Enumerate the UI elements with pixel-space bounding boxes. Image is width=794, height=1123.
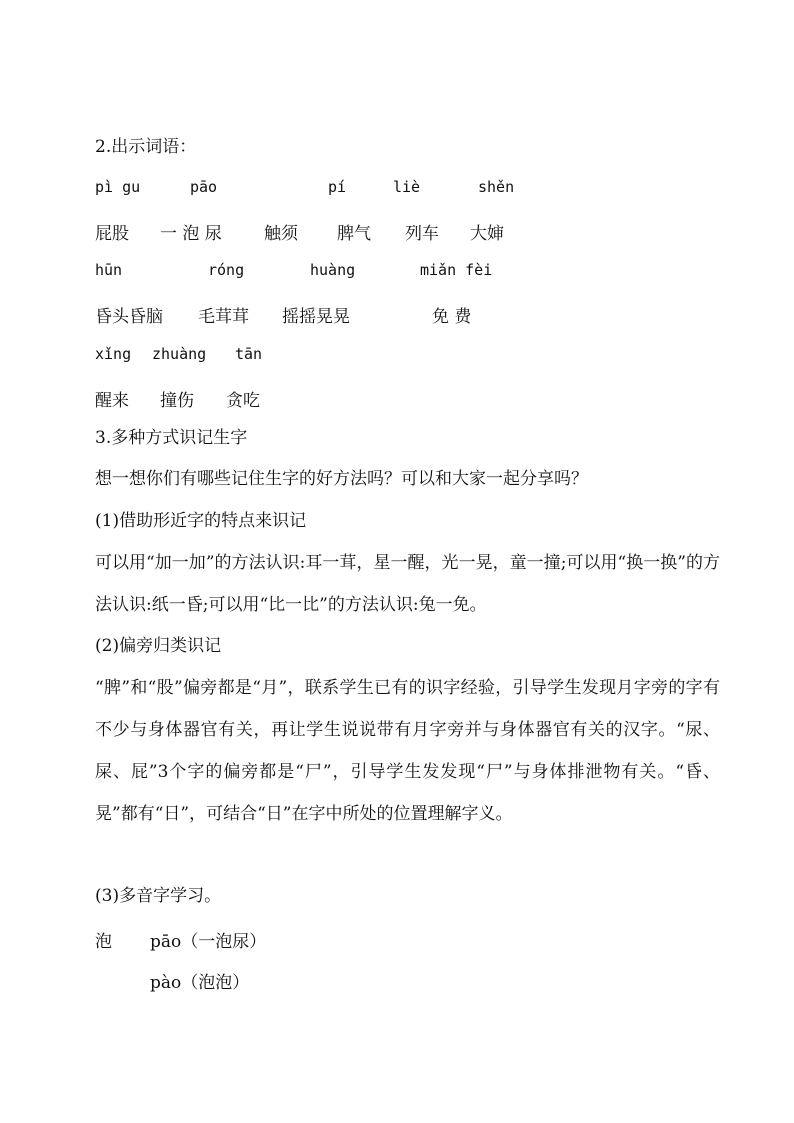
word: 列车 [405, 224, 439, 244]
subsection-2-title: (2)偏旁归类识记 [95, 636, 222, 656]
word: 大婶 [470, 224, 504, 244]
question-text: 想一想你们有哪些记住生字的好方法吗？可以和大家一起分享吗？ [95, 469, 588, 489]
pinyin: pāo [190, 178, 218, 196]
pinyin: zhuàng [152, 345, 207, 363]
polyphone-reading-2: pào（泡泡） [150, 973, 250, 993]
pinyin: huàng [310, 261, 356, 279]
pinyin: hūn [95, 261, 123, 279]
subsection-2-paragraph: “脾”和“股”偏旁都是“月”，联系学生已有的识字经验，引导学生发现月字旁的字有不少与身体器官有关，再让学生说说带有月字旁并与身体器官有关的汉字。“尿、屎、屁”3个字的偏旁都是“尸”，引导学生发发现“尸”与身体排泄物有关。“昏、晃”都有“日”，可结合“日”在字中所处的位置理解字义。 [95, 678, 720, 824]
word: 免 费 [432, 307, 472, 327]
polyphone-reading-1: pāo（一泡尿） [150, 932, 267, 952]
word: 昏头昏脑 [95, 307, 163, 327]
word: 屁股 [95, 224, 129, 244]
pinyin: tān [235, 345, 263, 363]
word: 触须 [264, 224, 298, 244]
section-3-heading: 3.多种方式识记生字 [95, 428, 248, 448]
polyphone-char: 泡 [95, 932, 112, 952]
word: 毛茸茸 [198, 307, 249, 327]
word: 贪吃 [226, 391, 260, 411]
subsection-1-paragraph: 可以用“加一加”的方法认识:耳一茸，星一醒，光一晃，童一撞;可以用“换一换”的方法认识:纸一昏;可以用“比一比”的方法认识:兔一免。 [95, 553, 720, 615]
section-2-heading: 2.出示词语： [95, 137, 197, 157]
pinyin: pí [328, 178, 347, 196]
pinyin: xǐng [95, 345, 132, 363]
word: 醒来 [95, 391, 129, 411]
pinyin: miǎn fèi [420, 261, 493, 279]
pinyin: liè [393, 178, 421, 196]
subsection-3-title: (3)多音字学习。 [95, 886, 222, 906]
word: 脾气 [337, 224, 371, 244]
pinyin: róng [208, 261, 245, 279]
subsection-1-title: (1)借助形近字的特点来识记 [95, 511, 307, 531]
pinyin: pì gu [95, 178, 141, 196]
word: 撞伤 [160, 391, 194, 411]
word: 摇摇晃晃 [282, 307, 350, 327]
pinyin: shěn [478, 178, 515, 196]
word: 一 泡 尿 [160, 224, 222, 244]
